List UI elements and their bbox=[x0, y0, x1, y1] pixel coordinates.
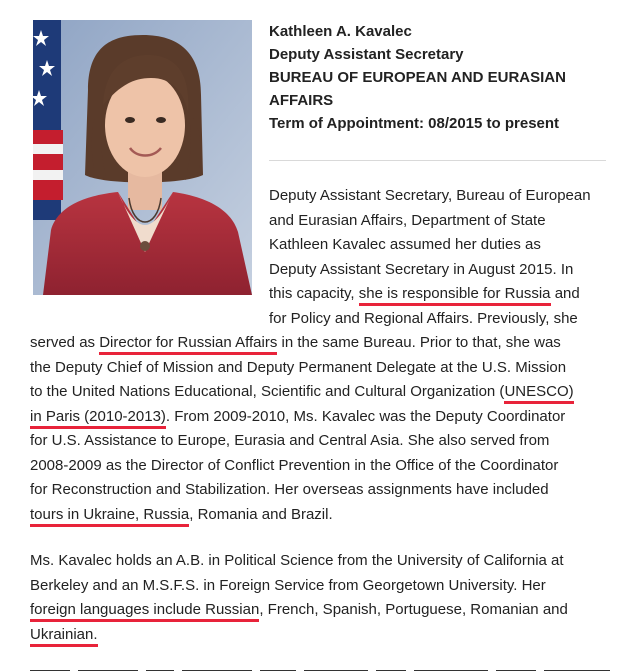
bio-text: , French, Spanish, Portuguese, Romanian and bbox=[259, 601, 568, 618]
bio-line: Kathleen Kavalec assumed her duties as bbox=[269, 236, 541, 253]
profile-header bbox=[269, 20, 609, 135]
bio-line: Berkeley and an M.S.F.S. in Foreign Service from Georgetown University. Her bbox=[30, 576, 546, 594]
bio-line bbox=[30, 598, 568, 623]
highlighted-phrase: foreign languages include Russian bbox=[30, 601, 259, 622]
cropped-text-fragment bbox=[0, 664, 640, 671]
bio-line bbox=[30, 623, 568, 648]
portrait-photo bbox=[33, 20, 252, 295]
bio-paragraph-1-top bbox=[269, 184, 591, 331]
cropped-text-line bbox=[0, 661, 640, 671]
highlighted-phrase: tours in Ukraine, Russia bbox=[30, 506, 189, 527]
highlighted-phrase: UNESCO) bbox=[504, 383, 573, 404]
bio-line: for Policy and Regional Affairs. Previously, she bbox=[269, 309, 578, 327]
bio-line: 2008-2009 as the Director of Conflict Prevention in the Office of the Coordinator bbox=[30, 456, 559, 474]
bio-line: Deputy Assistant Secretary in August 2015. In bbox=[269, 260, 574, 278]
bio-text: , Romania and Brazil. bbox=[189, 505, 333, 523]
bio-line: Deputy Assistant Secretary, Bureau of European bbox=[269, 187, 591, 204]
highlighted-phrase: Director for Russian Affairs bbox=[99, 334, 277, 355]
bio-paragraph-1-bottom bbox=[30, 331, 574, 527]
bio-line: Ms. Kavalec holds an A.B. in Political Science from the University of California at bbox=[30, 552, 564, 569]
bio-line bbox=[30, 331, 574, 356]
highlighted-phrase: Ukrainian. bbox=[30, 626, 98, 647]
bureau-line-2: AFFAIRS bbox=[269, 92, 334, 109]
bio-line bbox=[269, 282, 591, 307]
bio-line: for U.S. Assistance to Europe, Eurasia and Central Asia. She also served from bbox=[30, 432, 550, 449]
bio-line: and Eurasian Affairs, Department of State bbox=[269, 211, 546, 229]
bio-line: for Reconstruction and Stabilization. Her overseas assignments have included bbox=[30, 481, 549, 498]
bio-text: this capacity, bbox=[269, 285, 359, 302]
position-title: Deputy Assistant Secretary bbox=[269, 46, 464, 63]
portrait-illustration bbox=[33, 20, 252, 295]
header-divider bbox=[269, 160, 606, 161]
bio-text: in the same Bureau. Prior to that, she was bbox=[277, 334, 561, 351]
bio-line bbox=[30, 405, 574, 430]
bio-line bbox=[30, 380, 574, 405]
person-name: Kathleen A. Kavalec bbox=[269, 23, 412, 40]
bureau-line-1: BUREAU OF EUROPEAN AND EURASIAN bbox=[269, 69, 566, 86]
bio-text: served as bbox=[30, 334, 100, 351]
flag-icon bbox=[33, 20, 63, 220]
bio-text: to the United Nations Educational, Scientific and Cultural Organization ( bbox=[30, 383, 505, 400]
term-of-appointment: Term of Appointment: 08/2015 to present bbox=[269, 115, 560, 132]
highlighted-phrase: in Paris (2010-2013) bbox=[30, 408, 166, 429]
bio-text: . From 2009-2010, Ms. Kavalec was the Deputy Coordinator bbox=[165, 407, 566, 425]
bio-line bbox=[30, 503, 574, 528]
bio-paragraph-2 bbox=[30, 549, 568, 647]
bio-text: and bbox=[550, 285, 580, 302]
highlighted-phrase: she is responsible for Russia bbox=[359, 285, 551, 306]
bio-line: the Deputy Chief of Mission and Deputy Permanent Delegate at the U.S. Mission bbox=[30, 358, 567, 376]
